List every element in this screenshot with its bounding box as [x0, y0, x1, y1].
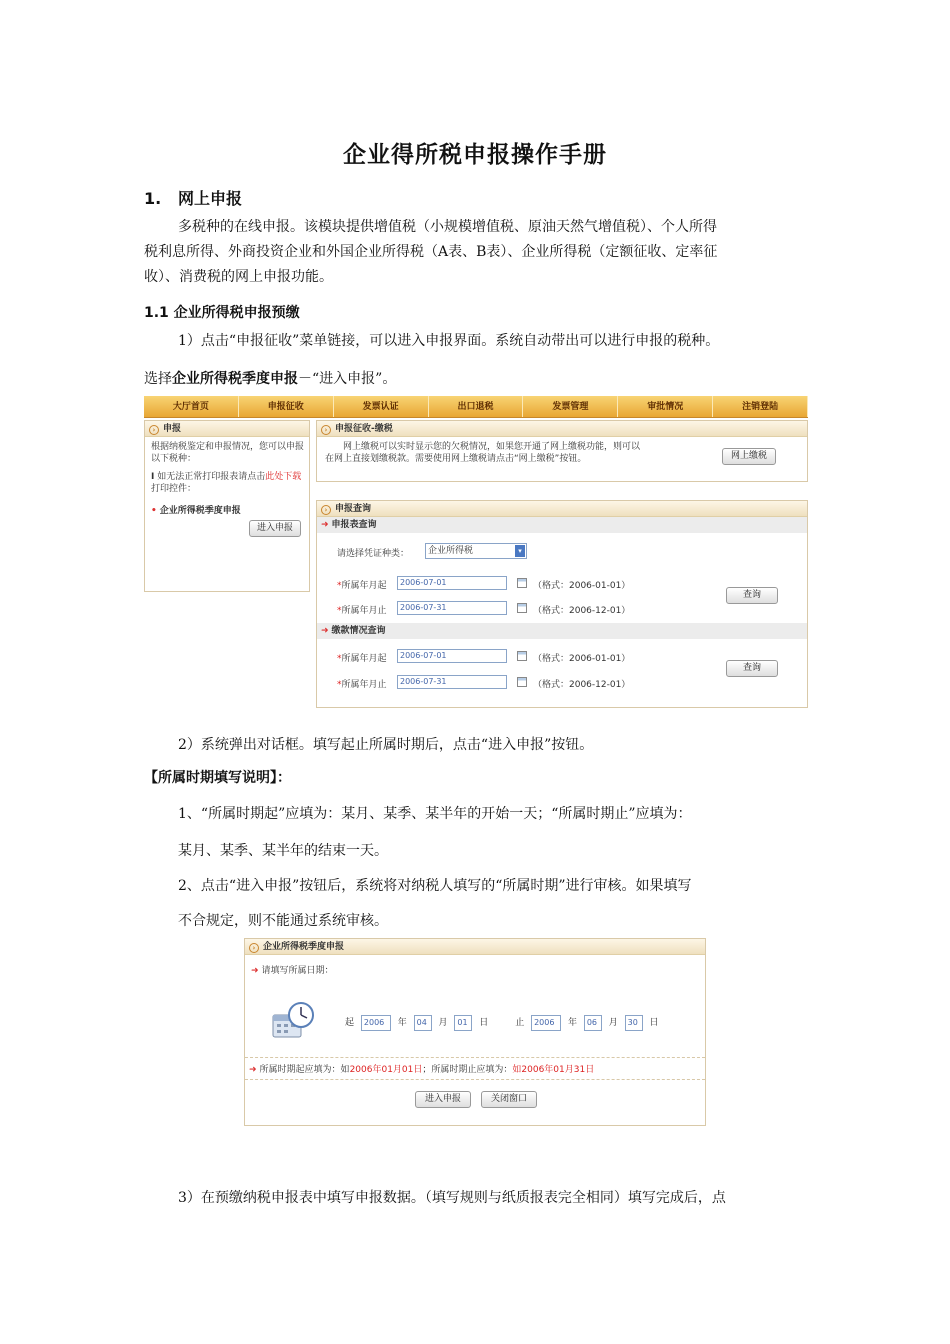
nav-item-home[interactable]: 大厅首页	[144, 396, 239, 417]
dialog-close-button[interactable]: 关闭窗口	[481, 1091, 537, 1108]
step-3: 3）在预缴纳税申报表中填写申报数据。（填写规则与纸质报表完全相同）填写完成后，点	[178, 1190, 726, 1206]
pay-text-line-2: 在网上直接划缴税款。需要使用网上缴税请点击“网上缴税”按钮。	[325, 454, 587, 464]
from-day-input[interactable]: 01	[454, 1015, 472, 1031]
dialog-enter-button[interactable]: 进入申报	[415, 1091, 471, 1108]
doc-title: 企业得所税申报操作手册	[343, 142, 607, 168]
from-label: 起	[345, 1018, 355, 1028]
download-link[interactable]: 此处下载	[265, 472, 302, 482]
q1-from-hint: （格式：2006-01-01）	[533, 581, 631, 591]
left-panel-text: 根据纳税鉴定和申报情况，您可以申报以下税种：	[151, 442, 305, 464]
chevron-right-icon: ›	[149, 425, 159, 435]
nav-item-invoice-mgmt[interactable]: 发票管理	[523, 396, 618, 417]
arrow-right-icon: ➜	[249, 1065, 257, 1075]
enter-declare-button[interactable]: 进入申报	[249, 520, 301, 537]
chevron-right-icon: ›	[321, 505, 331, 515]
arrow-right-icon: ➜	[321, 520, 329, 530]
q1-to-hint: （格式：2006-12-01）	[533, 606, 631, 616]
q2-from-input[interactable]: 2006-07-01	[397, 649, 507, 663]
query-panel-header: › 申报查询	[317, 501, 807, 517]
period-inputs-row: 起 2006 年 04 月 01 日 止 2006 年 06 月 30 日	[345, 1015, 663, 1031]
step-1-continued: 选择企业所得税季度申报－“进入申报”。	[144, 371, 397, 387]
screenshot-declaration-page	[144, 396, 808, 708]
q1-from-input[interactable]: 2006-07-01	[397, 576, 507, 590]
note-title: 【所属时期填写说明】：	[144, 770, 291, 786]
arrow-right-icon: ➜	[321, 626, 329, 636]
screenshot-period-dialog	[244, 938, 706, 1126]
bullet-icon: •	[151, 506, 157, 516]
voucher-type-label: 请选择凭证种类：	[337, 549, 410, 559]
nav-item-logout[interactable]: 注销登陆	[713, 396, 808, 417]
query-panel	[316, 500, 808, 708]
section-1-title: 网上申报	[178, 189, 243, 208]
voucher-type-select[interactable]: 企业所得税 ▾	[425, 543, 527, 559]
calendar-clock-icon	[271, 999, 315, 1043]
calendar-icon[interactable]	[517, 677, 527, 687]
intro-line-3: 收）、消费税的网上申报功能。	[144, 269, 333, 285]
online-pay-panel	[316, 420, 808, 482]
chevron-right-icon: ›	[249, 943, 259, 953]
to-label: 止	[515, 1018, 525, 1028]
note-1-line-1: 1、“所属时期起”应填为：某月、某季、某半年的开始一天；“所属时期止”应填为：	[178, 806, 692, 822]
dialog-header: › 企业所得税季度申报	[245, 939, 705, 955]
tax-item[interactable]: • 企业所得税季度申报	[151, 506, 241, 516]
calendar-icon[interactable]	[517, 603, 527, 613]
calendar-icon[interactable]	[517, 578, 527, 588]
section-1-number: 1.	[144, 189, 162, 208]
online-pay-button[interactable]: 网上缴税	[722, 448, 776, 465]
section-1-1-heading: 1.1 企业所得税申报预缴	[144, 305, 300, 321]
left-declare-panel	[144, 420, 310, 592]
note-1-line-2: 某月、某季、某半年的结束一天。	[178, 843, 388, 859]
declare-query-button[interactable]: 查询	[726, 587, 778, 604]
nav-item-declare[interactable]: 申报征收	[239, 396, 334, 417]
note-2-line-2: 不合规定，则不能通过系统审核。	[178, 913, 388, 929]
payment-query-button[interactable]: 查询	[726, 660, 778, 677]
q2-to-input[interactable]: 2006-07-31	[397, 675, 507, 689]
declare-table-query-header: ➜ 申报表查询	[317, 517, 807, 533]
to-day-input[interactable]: 30	[625, 1015, 643, 1031]
top-nav-bar	[144, 396, 808, 418]
dropdown-arrow-icon: ▾	[515, 545, 525, 557]
to-month-input[interactable]: 06	[584, 1015, 602, 1031]
intro-line-1: 多税种的在线申报。该模块提供增值税（小规模增值税、原油天然气增值税）、个人所得	[178, 219, 717, 235]
chevron-right-icon: ›	[321, 425, 331, 435]
step-2: 2）系统弹出对话框。填写起止所属时期后，点击“进入申报”按钮。	[178, 737, 594, 753]
q1-to-input[interactable]: 2006-07-31	[397, 601, 507, 615]
q2-from-label: *所属年月起	[337, 654, 387, 664]
left-panel-header: › 申报	[145, 421, 309, 437]
step-1-bold: 企业所得税季度申报	[172, 371, 298, 387]
arrow-right-icon: ➜	[251, 966, 259, 976]
section-1-heading	[144, 186, 242, 209]
period-rule-text: ➜ 所属时期起应填为：如2006年01月01日；所属时期止应填为：如2006年01月31日	[249, 1065, 595, 1075]
print-control-note: I 如无法正常打印报表请点击此处下载打印控件：	[151, 472, 302, 494]
step-1: 1）点击“申报征收”菜单链接，可以进入申报界面。系统自动带出可以进行申报的税种。	[178, 333, 720, 349]
nav-item-invoice-auth[interactable]: 发票认证	[334, 396, 429, 417]
calendar-icon[interactable]	[517, 651, 527, 661]
nav-item-approval[interactable]: 审批情况	[618, 396, 713, 417]
pay-text-line-1: 网上缴税可以实时显示您的欠税情况，如果您开通了网上缴税功能，则可以	[343, 442, 641, 452]
payment-query-header: ➜ 缴款情况查询	[317, 623, 807, 639]
to-year-input[interactable]: 2006	[531, 1015, 561, 1031]
note-2-line-1: 2、点击“进入申报”按钮后，系统将对纳税人填写的“所属时期”进行审核。如果填写	[178, 878, 692, 894]
q1-to-label: *所属年月止	[337, 606, 387, 616]
nav-item-export-refund[interactable]: 出口退税	[429, 396, 524, 417]
q2-to-label: *所属年月止	[337, 680, 387, 690]
from-month-input[interactable]: 04	[414, 1015, 432, 1031]
period-prompt: ➜ 请填写所属日期：	[251, 966, 334, 976]
intro-line-2: 税利息所得、外商投资企业和外国企业所得税（A表、B表）、企业所得税（定额征收、定率征	[144, 244, 718, 260]
from-year-input[interactable]: 2006	[361, 1015, 391, 1031]
q2-from-hint: （格式：2006-01-01）	[533, 654, 631, 664]
q2-to-hint: （格式：2006-12-01）	[533, 680, 631, 690]
pay-panel-header: › 申报征收-缴税	[317, 421, 807, 437]
q1-from-label: *所属年月起	[337, 581, 387, 591]
